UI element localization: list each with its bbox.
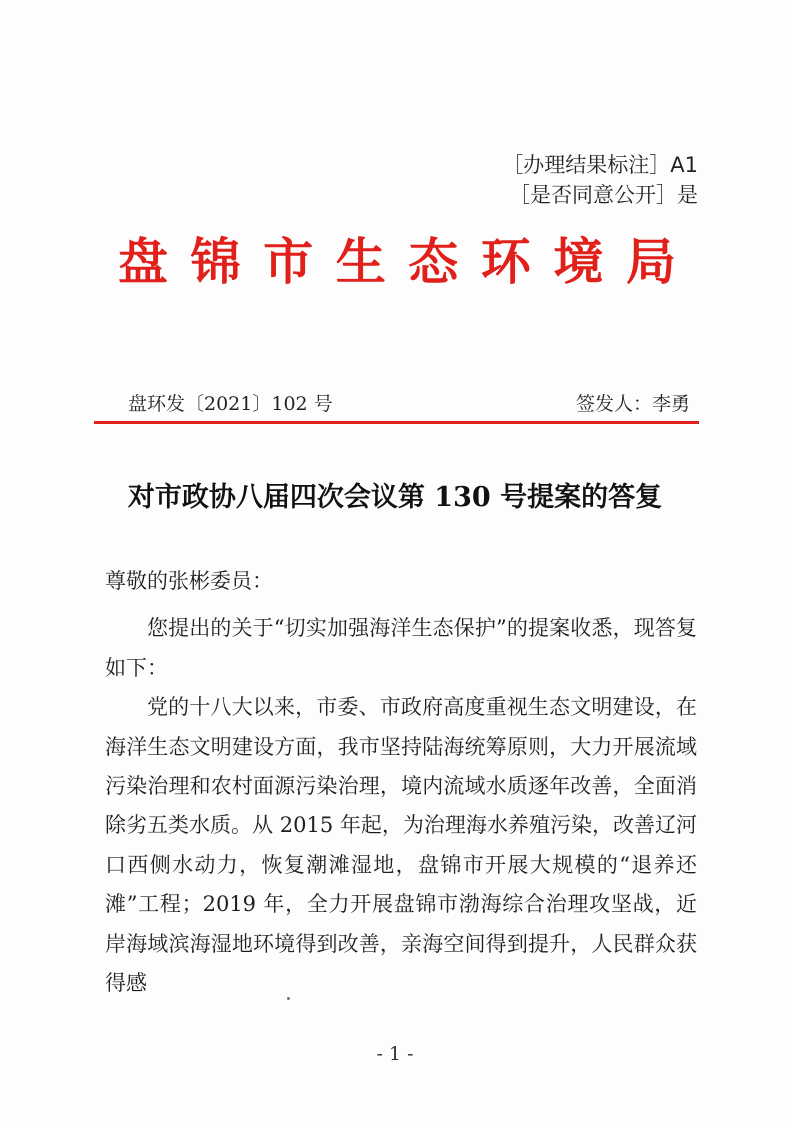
signer: 签发人：李勇 bbox=[575, 393, 690, 415]
red-divider bbox=[94, 421, 699, 424]
document-number: 盘环发〔2021〕102 号 bbox=[128, 393, 333, 415]
header-meta bbox=[502, 150, 698, 210]
page-number: - 1 - bbox=[376, 1043, 414, 1065]
document-body bbox=[105, 562, 697, 1003]
public-label: ［是否同意公开］是 bbox=[509, 183, 698, 207]
salutation: 尊敬的张彬委员： bbox=[105, 569, 273, 593]
paragraph: 党的十八大以来，市委、市政府高度重视生态文明建设，在海洋生态文明建设方面，我市坚持陆海统筹原则，大力开展流域污染治理和农村面源污染治理，境内流域水质逐年改善，全面消除劣五类水质。从 2015 年起，为治理海水养殖污染，改善辽河口西侧水动力，恢复潮滩湿地，盘锦市开展大规模的“退养还滩”工程；2019 年，全力开展盘锦市渤海综合治理攻坚战，近岸海域滨海湿地环境得到改善，亲海空间得到提升，人民群众获得感 bbox=[105, 695, 697, 996]
result-label: ［办理结果标注］A1 bbox=[502, 153, 698, 177]
scan-speck bbox=[287, 997, 290, 1000]
agency-name: 盘锦市生态环境局 bbox=[118, 233, 678, 291]
paragraph: 您提出的关于“切实加强海洋生态保护”的提案收悉，现答复如下： bbox=[105, 616, 697, 680]
document-title: 对市政协八届四次会议第 130 号提案的答复 bbox=[127, 482, 663, 513]
